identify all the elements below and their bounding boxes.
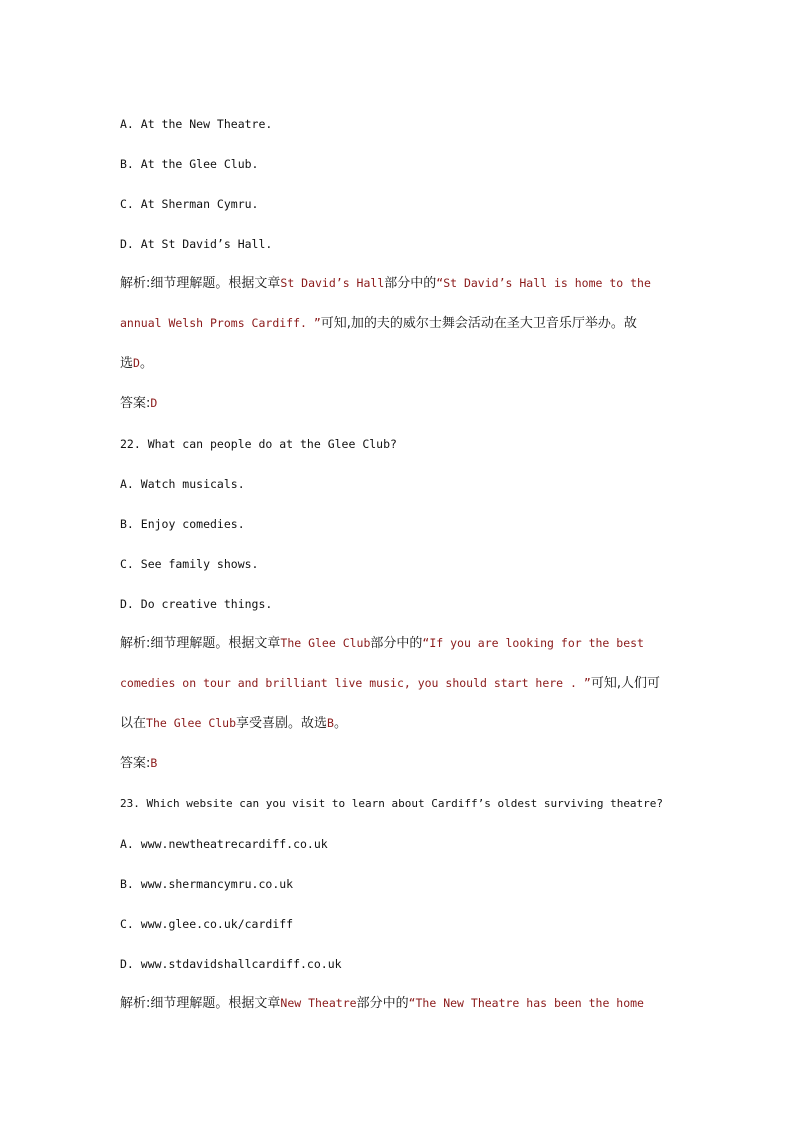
q21-analysis-choice: D	[133, 356, 140, 370]
q22-analysis-line1	[120, 635, 676, 652]
q22-option-b: B. Enjoy comedies.	[120, 517, 245, 531]
q22-answer-value: B	[150, 756, 158, 770]
q21-analysis-line3	[120, 355, 676, 372]
q21-option-d: D. At St David’s Hall.	[120, 237, 273, 251]
q23-option-d: D. www.stdavidshallcardiff.co.uk	[120, 957, 342, 971]
q22-analysis-cn2a: 可知,人们可	[590, 676, 660, 691]
q22-analysis-line2	[120, 675, 676, 692]
q23-analysis-quote1: “The New Theatre has been the home	[408, 996, 644, 1010]
q22-analysis-quote1: “If you are looking for the best	[422, 636, 644, 650]
q21-analysis-quote1: “St David’s Hall is home to the	[436, 276, 651, 290]
q21-answer-label: 答案:	[120, 396, 151, 411]
q22-option-c: C. See family shows.	[120, 557, 259, 571]
q22-analysis-line3	[120, 715, 676, 732]
q22-analysis-mid: 部分中的	[370, 636, 423, 651]
q22-analysis-ref: The Glee Club	[280, 636, 371, 650]
q21-analysis-line2	[120, 315, 676, 332]
q21-analysis-cn2: 可知,加的夫的威尔士舞会活动在圣大卫音乐厅举办。故	[320, 316, 637, 331]
q22-question: 22. What can people do at the Glee Club?	[120, 437, 397, 451]
q21-analysis-ref: St David’s Hall	[280, 276, 385, 290]
q23-analysis-label: 解析:细节理解题。根据文章	[120, 996, 281, 1011]
q22-option-a: A. Watch musicals.	[120, 477, 245, 491]
q22-answer-label: 答案:	[120, 756, 151, 771]
q22-analysis-end: 。	[333, 716, 347, 731]
q23-option-c: C. www.glee.co.uk/cardiff	[120, 917, 294, 931]
q23-question: 23. Which website can you visit to learn about Cardiff’s oldest surviving theatre?	[120, 797, 664, 810]
q21-analysis-quote2: annual Welsh Proms Cardiff. ”	[120, 316, 321, 330]
q22-analysis-ref2: The Glee Club	[146, 716, 237, 730]
q21-answer-value: D	[150, 396, 158, 410]
q21-analysis-mid: 部分中的	[384, 276, 437, 291]
q22-option-d: D. Do creative things.	[120, 597, 273, 611]
q23-option-b: B. www.shermancymru.co.uk	[120, 877, 294, 891]
q22-analysis-cn3a: 以在	[120, 716, 147, 731]
q21-analysis-label: 解析:细节理解题。根据文章	[120, 276, 281, 291]
q22-analysis-quote2: comedies on tour and brilliant live music, you should start here . ”	[120, 676, 591, 690]
q23-analysis-ref: New Theatre	[280, 996, 357, 1010]
q22-analysis-label: 解析:细节理解题。根据文章	[120, 636, 281, 651]
q21-analysis-line1	[120, 275, 676, 292]
q22-analysis-choice: B	[327, 716, 334, 730]
q21-answer	[120, 395, 676, 412]
q22-analysis-cn3b: 享受喜剧。故选	[236, 716, 328, 731]
q21-option-b: B. At the Glee Club.	[120, 157, 259, 171]
q21-analysis-end: 。	[139, 356, 153, 371]
q21-option-a: A. At the New Theatre.	[120, 117, 273, 131]
q22-answer	[120, 755, 676, 772]
q21-analysis-cn3: 选	[120, 356, 134, 371]
q21-option-c: C. At Sherman Cymru.	[120, 197, 259, 211]
q23-option-a: A. www.newtheatrecardiff.co.uk	[120, 837, 328, 851]
q23-analysis-line1	[120, 995, 676, 1012]
q23-analysis-mid: 部分中的	[356, 996, 409, 1011]
